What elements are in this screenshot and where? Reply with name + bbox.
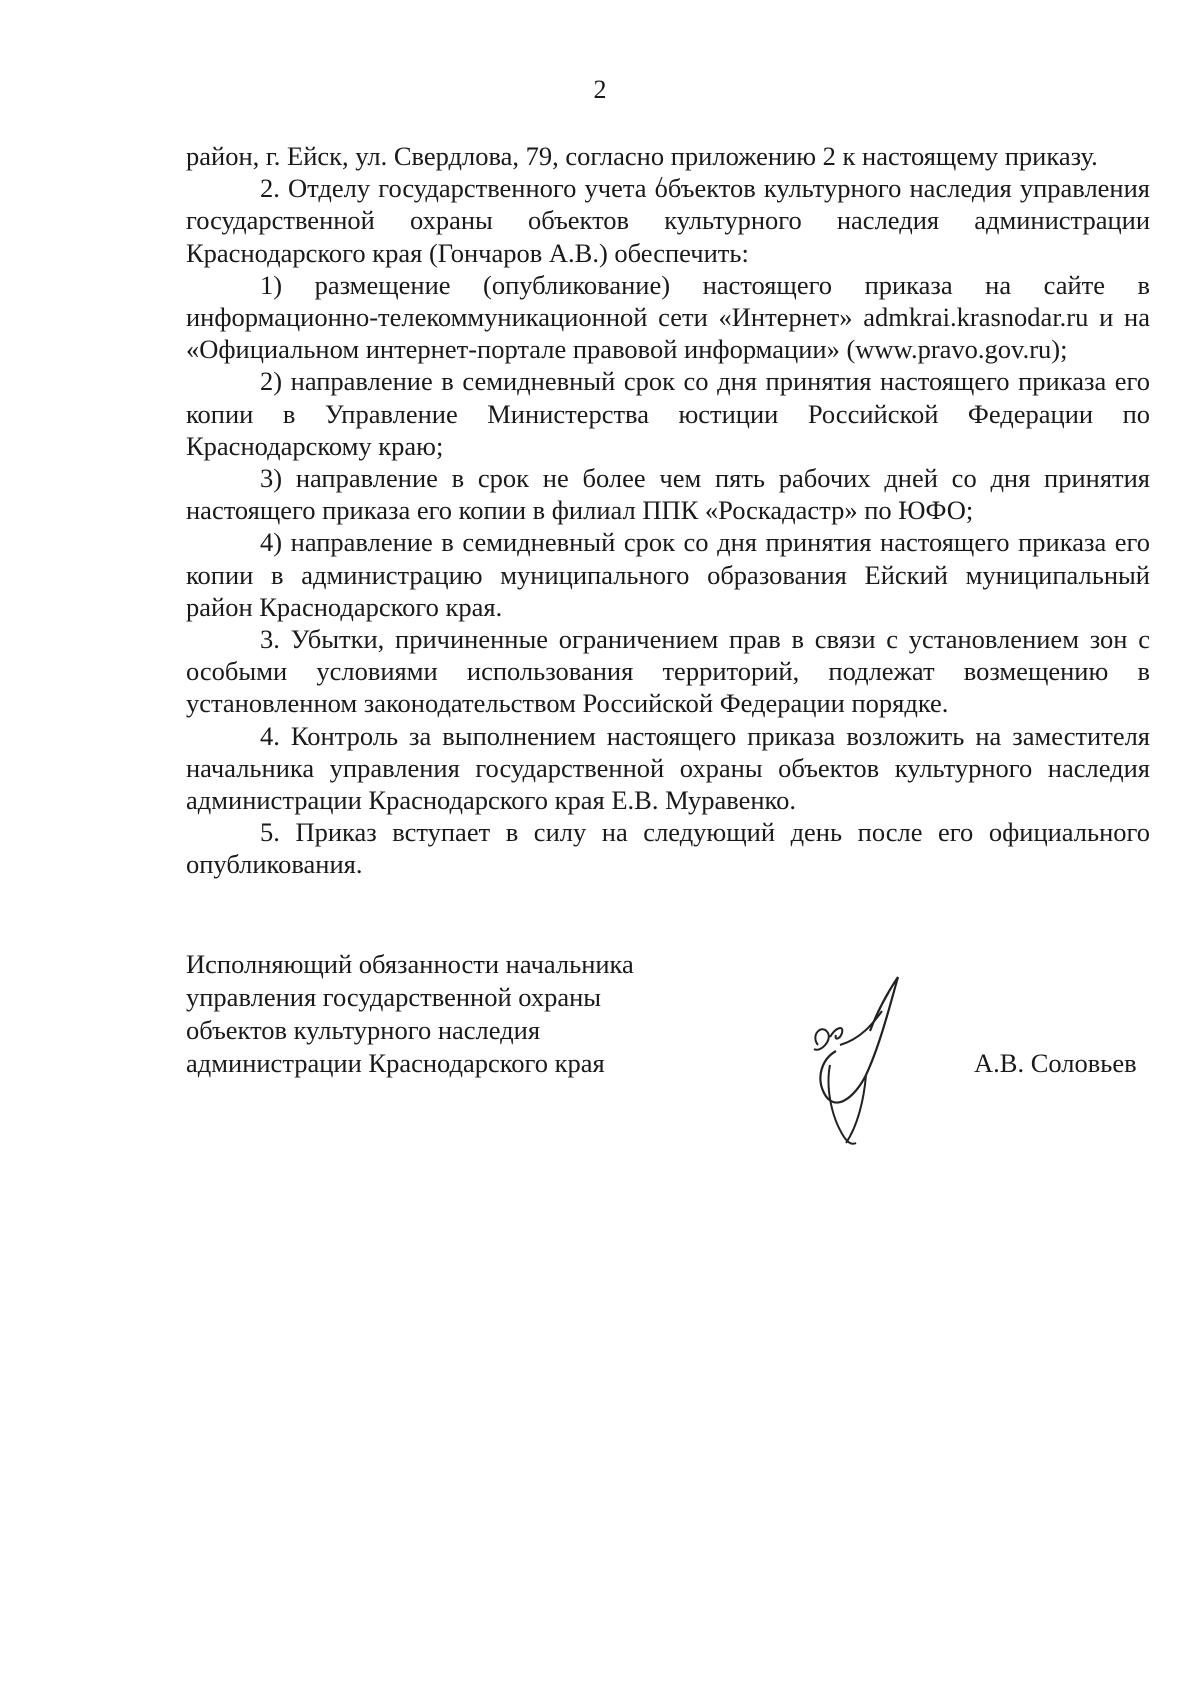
signatory-position-line: администрации Краснодарского края [186, 1048, 605, 1078]
paragraph-item-2: 2. Отделу государственного учета объектов культурного наследия управления государственной охраны объектов культурного наследия администрации Краснодарского края (Гончаров А.В.) обеспечить: [186, 173, 1150, 268]
signatory-position-line: объектов культурного наследия [186, 1015, 541, 1045]
document-body [186, 140, 1150, 881]
signatory-position-line: Исполняющий обязанности начальника [186, 949, 634, 979]
page-number: 2 [593, 75, 607, 104]
paragraph-item-3: 3. Убытки, причиненные ограничением прав в связи с установлением зон с особыми условиями использования территорий, подлежат возмещению в установленном законодательством Российской Федерации порядке. [186, 624, 1150, 719]
paragraph-subitem-4: 4) направление в семидневный срок со дня принятия настоящего приказа его копии в администрацию муниципального образования Ейский муниципальный район Краснодарского края. [186, 527, 1150, 622]
paragraph-item-4: 4. Контроль за выполнением настоящего приказа возложить на заместителя начальника управления государственной охраны объектов культурного наследия администрации Краснодарского края Е.В. Муравенко. [186, 720, 1150, 816]
paragraph-subitem-3: 3) направление в срок не более чем пять рабочих дней со дня принятия настоящего приказа его копии в филиал ППК «Роскадастр» по ЮФО; [186, 463, 1150, 526]
paragraph-subitem-1: 1) размещение (опубликование) настоящего приказа на сайте в информационно-телекоммуникационной сети «Интернет» admkrai.krasnodar.ru и на «Официальном интернет-портале правовой информации» (www.pravo.gov.ru); [186, 269, 1150, 365]
signatory-position [186, 948, 686, 1080]
paragraph-continuation: район, г. Ейск, ул. Свердлова, 79, согласно приложению 2 к настоящему приказу. [186, 141, 1098, 171]
signer-name: А.В. Соловьев [974, 1048, 1137, 1078]
paragraph-subitem-2: 2) направление в семидневный срок со дня принятия настоящего приказа его копии в Управление Министерства юстиции Российской Федерации по Краснодарскому краю; [186, 366, 1150, 461]
handwritten-signature [800, 975, 940, 1155]
paragraph-item-5: 5. Приказ вступает в силу на следующий день после его официального опубликования. [186, 817, 1150, 880]
signatory-position-line: управления государственной охраны [186, 982, 602, 1012]
